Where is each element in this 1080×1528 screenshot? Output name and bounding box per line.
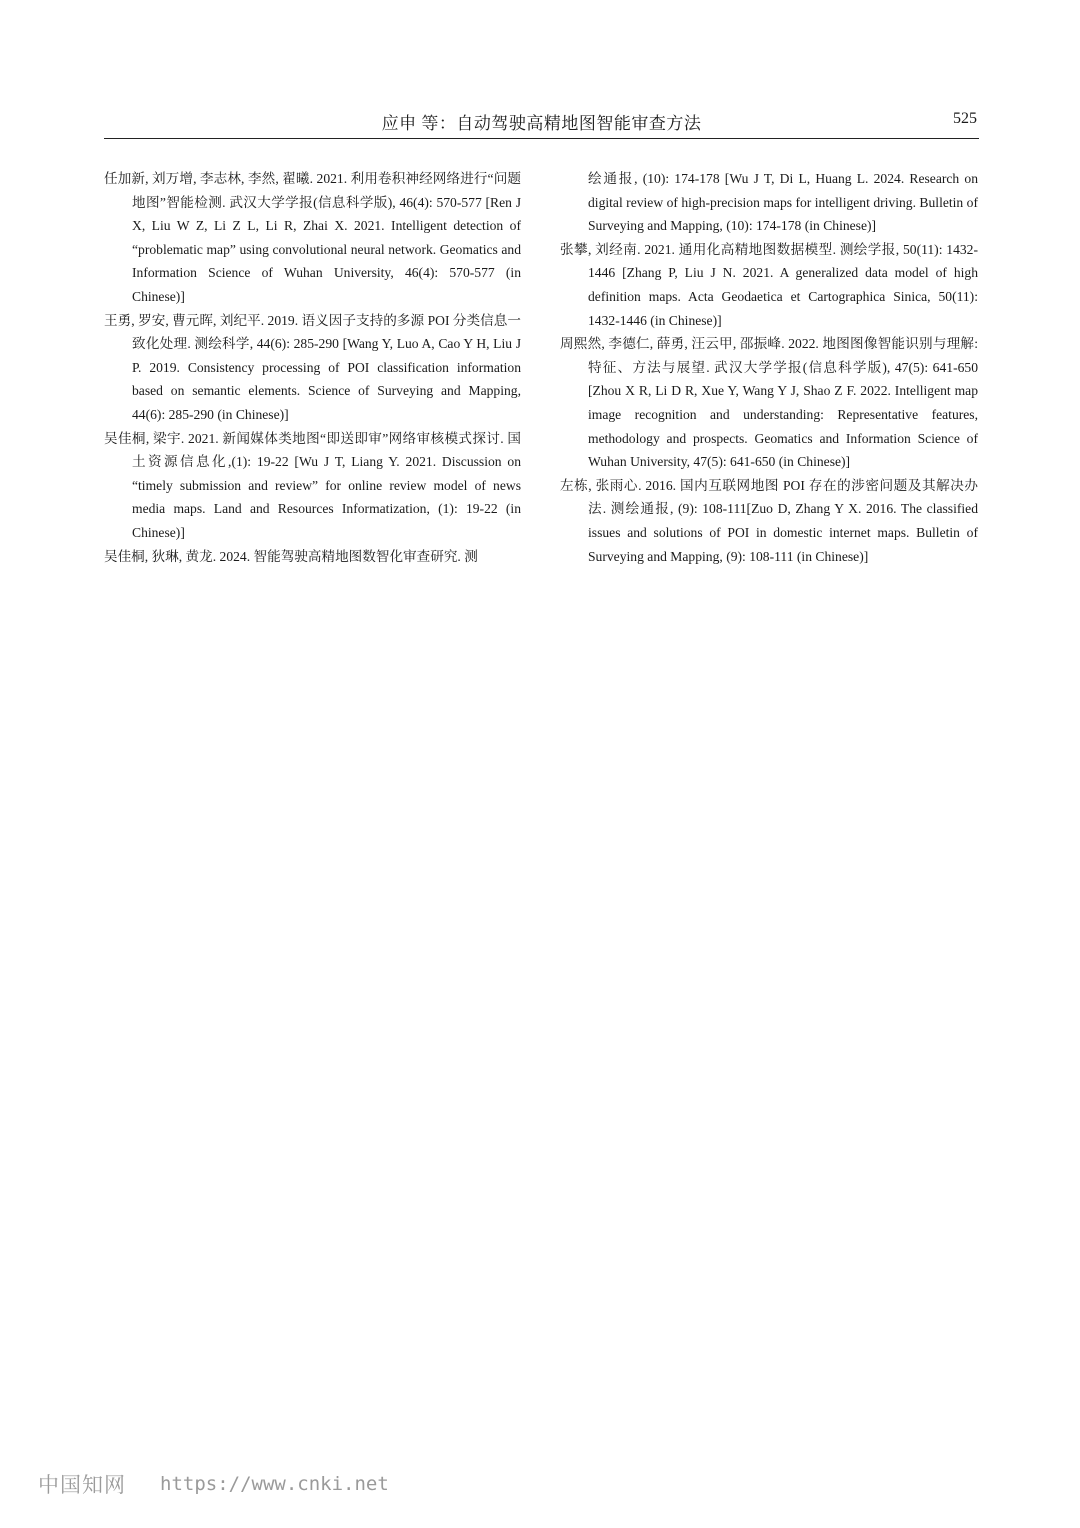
reference-entry: 任加新, 刘万增, 李志林, 李然, 翟曦. 2021. 利用卷积神经网络进行“问题地图”智能检测. 武汉大学学报(信息科学版), 46(4): 570-577 [Ren J X, Liu W Z, Li Z L, Li R, Zhai X. 2021. Intelligent detection of “problematic map” using convolutional neural network. Geomatics and Information Science of Wuhan University, 46(4): 570-577 (in Chinese)] [104, 171, 521, 304]
references-right-column [560, 167, 978, 568]
running-title: 应申 等：自动驾驶高精地图智能审查方法 [381, 114, 702, 133]
references-left-column [104, 167, 521, 568]
watermark-url[interactable]: https://www.cnki.net [160, 1473, 389, 1495]
reference-entry: 王勇, 罗安, 曹元晖, 刘纪平. 2019. 语义因子支持的多源 POI 分类信息一致化处理. 测绘科学, 44(6): 285-290 [Wang Y, Luo A, Cao Y H, Liu J P. 2019. Consistency processing of POI classification information based on semantic elements. Science of Surveying and Mapping, 44(6): 285-290 (in Chinese)] [104, 312, 521, 422]
reference-entry: 吴佳桐, 梁宇. 2021. 新闻媒体类地图“即送即审”网络审核模式探讨. 国土资源信息化,(1): 19-22 [Wu J T, Liang Y. 2021. Discussion on “timely submission and review” for online review model of news media maps. Land and Resources Informatization, (1): 19-22 (in Chinese)] [104, 430, 521, 540]
reference-entry: 张攀, 刘经南. 2021. 通用化高精地图数据模型. 测绘学报, 50(11): 1432-1446 [Zhang P, Liu J N. 2021. A generalized data model of high definition maps. Acta Geodaetica et Cartographica Sinica, 50(11): 1432-1446 (in Chinese)] [560, 241, 978, 328]
watermark-site-name: 中国知网 [38, 1473, 126, 1497]
page-number: 525 [953, 110, 977, 127]
page-header [104, 108, 979, 139]
reference-entry-continuation: 绘通报, (10): 174-178 [Wu J T, Di L, Huang L. 2024. Research on digital review of high-precision maps for intelligent driving. Bulletin of Surveying and Mapping, (10): 174-178 (in Chinese)] [588, 171, 978, 234]
cnki-watermark [38, 1469, 389, 1499]
reference-entry: 左栋, 张雨心. 2016. 国内互联网地图 POI 存在的涉密问题及其解决办法. 测绘通报, (9): 108-111[Zuo D, Zhang Y X. 2016. The classified issues and solutions of POI in domestic internet maps. Bulletin of Surveying and Mapping, (9): 108-111 (in Chinese)] [560, 477, 978, 564]
reference-entry: 吴佳桐, 狄琳, 黄龙. 2024. 智能驾驶高精地图数智化审查研究. 测 [104, 548, 478, 564]
reference-entry: 周熙然, 李德仁, 薛勇, 汪云甲, 邵振峰. 2022. 地图图像智能识别与理解: 特征、方法与展望. 武汉大学学报(信息科学版), 47(5): 641-650 [Zhou X R, Li D R, Xue Y, Wang Y J, Shao Z F. 2022. Intelligent map image recognition and understanding: Representative features, methodology and prospects. Geomatics and Information Science of Wuhan University, 47(5): 641-650 (in Chinese)] [560, 336, 978, 470]
